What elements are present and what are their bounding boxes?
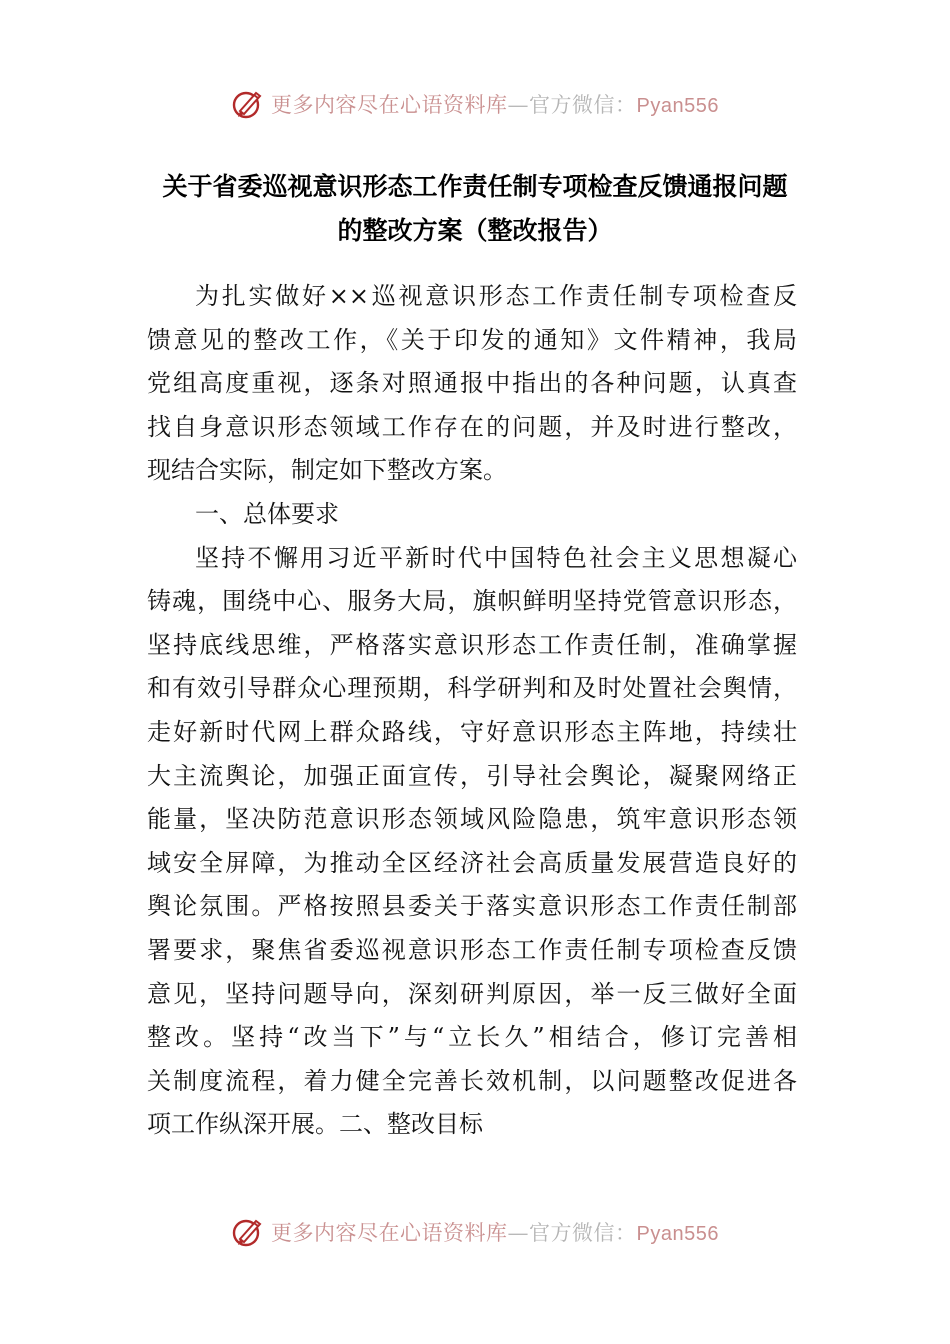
watermark-wechat-id: Pyan556 <box>636 1223 719 1245</box>
watermark-banner-bottom <box>0 1208 950 1256</box>
paragraph-2-line: 域安全屏障，为推动全区经济社会高质量发展营造良好的 <box>147 848 797 877</box>
watermark-wechat-label: 官方微信： <box>529 93 637 117</box>
watermark-dash: — <box>507 93 530 117</box>
paragraph-2-line: 和有效引导群众心理预期，科学研判和及时处置社会舆情， <box>147 674 797 703</box>
paragraph-1-line: 现结合实际，制定如下整改方案。 <box>147 456 507 485</box>
watermark-wechat-id: Pyan556 <box>636 95 719 117</box>
paragraph-2-line: 坚持不懈用习近平新时代中国特色社会主义思想凝心 <box>195 543 797 572</box>
paragraph-1-line: 为扎实做好××巡视意识形态工作责任制专项检查反 <box>195 282 797 310</box>
watermark-site-text: 更多内容尽在心语资料库 <box>271 1221 508 1245</box>
pen-logo-icon <box>231 87 265 121</box>
paragraph-2-line: 舆论氛围。严格按照县委关于落实意识形态工作责任制部 <box>147 892 797 921</box>
pen-logo-icon <box>231 1215 265 1249</box>
paragraph-2-line: 走好新时代网上群众路线，守好意识形态主阵地，持续壮 <box>147 717 797 746</box>
paragraph-2-line: 关制度流程，着力健全完善长效机制，以问题整改促进各 <box>147 1066 797 1095</box>
paragraph-2-line: 坚持底线思维，严格落实意识形态工作责任制，准确掌握 <box>147 630 797 659</box>
paragraph-1-line: 党组高度重视，逐条对照通报中指出的各种问题，认真查 <box>147 369 797 398</box>
title-line-2: 的整改方案（整改报告） <box>337 216 613 245</box>
watermark-site-text: 更多内容尽在心语资料库 <box>271 93 508 117</box>
paragraph-2-line: 铸魂，围绕中心、服务大局，旗帜鲜明坚持党管意识形态， <box>147 587 797 616</box>
paragraph-2-line: 大主流舆论，加强正面宣传，引导社会舆论，凝聚网络正 <box>147 761 797 790</box>
document-body <box>147 275 797 1147</box>
section-heading-1: 一、总体要求 <box>195 499 339 528</box>
paragraph-2-line: 能量，坚决防范意识形态领域风险隐患，筑牢意识形态领 <box>147 805 797 834</box>
paragraph-2-line: 署要求，聚焦省委巡视意识形态工作责任制专项检查反馈 <box>147 935 797 964</box>
title-line-1: 关于省委巡视意识形态工作责任制专项检查反馈通报问题 <box>162 172 788 201</box>
paragraph-1-line: 馈意见的整改工作，《关于印发的通知》文件精神，我局 <box>147 325 797 354</box>
paragraph-2-line: 意见，坚持问题导向，深刻研判原因，举一反三做好全面 <box>147 979 797 1008</box>
paragraph-2-line: 项工作纵深开展。二、整改目标 <box>147 1110 483 1139</box>
paragraph-1-line: 找自身意识形态领域工作存在的问题，并及时进行整改， <box>147 412 797 441</box>
watermark-wechat-label: 官方微信： <box>529 1221 637 1245</box>
paragraph-2-line: 整改。坚持“改当下”与“立长久”相结合，修订完善相 <box>147 1023 797 1052</box>
document-title <box>100 165 850 253</box>
watermark-dash: — <box>507 1221 530 1245</box>
watermark-banner-top <box>0 80 950 128</box>
